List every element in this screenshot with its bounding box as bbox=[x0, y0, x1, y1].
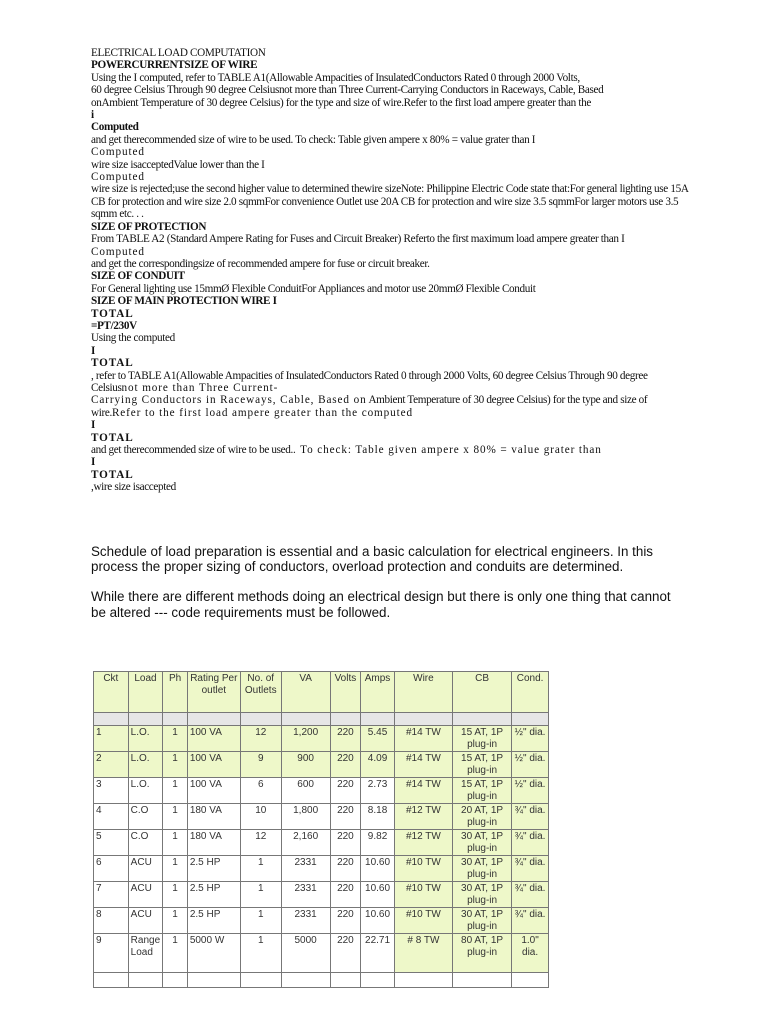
table-cell: 2 bbox=[94, 752, 129, 778]
table-cell: 1 bbox=[94, 726, 129, 752]
table-cell: #14 TW bbox=[394, 778, 452, 804]
text-line: I bbox=[91, 419, 96, 432]
text-line: I bbox=[91, 456, 96, 469]
table-cell: 12 bbox=[240, 830, 281, 856]
table-cell: L.O. bbox=[128, 752, 163, 778]
table-gap-row bbox=[94, 713, 549, 726]
text-line: I bbox=[91, 344, 96, 357]
table-row bbox=[94, 726, 549, 752]
text-line: Computed bbox=[91, 171, 145, 184]
table-cell: 9.82 bbox=[361, 830, 395, 856]
table-cell: 1 bbox=[240, 908, 281, 934]
heading-main-protection: SIZE OF MAIN PROTECTION WIRE I bbox=[91, 295, 277, 308]
table-cell: 1,800 bbox=[281, 804, 330, 830]
col-header: Wire bbox=[394, 672, 452, 713]
table-cell: L.O. bbox=[128, 778, 163, 804]
table-cell: 15 AT, 1P plug-in bbox=[453, 778, 512, 804]
text-line: Computed bbox=[91, 245, 145, 258]
text-line: Using the computed bbox=[91, 332, 175, 345]
table-cell: 2331 bbox=[281, 908, 330, 934]
table-cell bbox=[128, 973, 163, 988]
table-cell bbox=[394, 713, 452, 726]
table-cell bbox=[361, 713, 395, 726]
table-cell bbox=[453, 973, 512, 988]
table-cell: ¾" dia. bbox=[512, 804, 549, 830]
col-header: Volts bbox=[330, 672, 361, 713]
text-line: wire size is rejected;use the second higher value to determined thewire sizeNote: Philippine Electric Code state that:For general lighting use 15A CB for protection and wire size 2.0 sqmmFor convenience Outlet use 20A CB for protection and wire size 3.5 sqmmFor larger motors use 3.5 sqmm etc. . . bbox=[91, 183, 688, 221]
table-cell: 8 bbox=[94, 908, 129, 934]
table-cell bbox=[281, 713, 330, 726]
text-line: Using the I computed, refer to TABLE A1(Allowable Ampacities of InsulatedConductors Rated 0 through 2000 Volts, bbox=[91, 71, 580, 84]
table-cell: 5000 bbox=[281, 934, 330, 973]
table-cell: 2331 bbox=[281, 882, 330, 908]
table-cell: ACU bbox=[128, 882, 163, 908]
table-cell bbox=[128, 713, 163, 726]
doc-title: ELECTRICAL LOAD COMPUTATION bbox=[91, 47, 266, 59]
table-cell bbox=[240, 713, 281, 726]
table-cell: 30 AT, 1P plug-in bbox=[453, 856, 512, 882]
table-cell: 80 AT, 1P plug-in bbox=[453, 934, 512, 973]
table-cell: 1 bbox=[240, 856, 281, 882]
text-line: Computed bbox=[91, 146, 145, 159]
text-line: onAmbient Temperature of 30 degree Celsius) for the type and size of wire.Refer to the first load ampere greater than the bbox=[91, 96, 591, 109]
table-cell: ACU bbox=[128, 856, 163, 882]
table-cell: 600 bbox=[281, 778, 330, 804]
table-cell: C.O bbox=[128, 830, 163, 856]
table-cell: ¾" dia. bbox=[512, 830, 549, 856]
table-row bbox=[94, 752, 549, 778]
intro-paragraphs bbox=[91, 544, 681, 635]
col-header: CB bbox=[453, 672, 512, 713]
table-cell bbox=[330, 973, 361, 988]
text-span: , refer to TABLE A1(Allowable Ampacities of InsulatedConductors Rated 0 through 2000 Volts, 60 degree Celsius Through 90 degree Celsius bbox=[91, 369, 648, 394]
table-cell: L.O. bbox=[128, 726, 163, 752]
text-line: =PT/230V bbox=[91, 319, 137, 332]
col-header: Ph bbox=[163, 672, 187, 713]
table-row bbox=[94, 908, 549, 934]
table-cell: 1 bbox=[163, 726, 187, 752]
document-text bbox=[91, 47, 691, 494]
table-cell: 2.5 HP bbox=[187, 882, 240, 908]
table-cell: 100 VA bbox=[187, 726, 240, 752]
table-cell: 1 bbox=[240, 882, 281, 908]
table-cell: 30 AT, 1P plug-in bbox=[453, 908, 512, 934]
table-cell: 4 bbox=[94, 804, 129, 830]
table-row bbox=[94, 804, 549, 830]
table-cell: 10.60 bbox=[361, 856, 395, 882]
table-cell: 5000 W bbox=[187, 934, 240, 973]
text-line bbox=[91, 444, 691, 456]
heading-size-of-conduit: SIZE OF CONDUIT bbox=[91, 270, 185, 283]
text-span: Carrying Conductors in Raceways, Cable, Based on bbox=[91, 394, 367, 407]
table-cell: 1,200 bbox=[281, 726, 330, 752]
table-cell: 220 bbox=[330, 830, 361, 856]
table-cell: ¾" dia. bbox=[512, 882, 549, 908]
table-cell bbox=[394, 973, 452, 988]
table-cell: 15 AT, 1P plug-in bbox=[453, 726, 512, 752]
table-cell: ACU bbox=[128, 908, 163, 934]
table-cell: 10.60 bbox=[361, 882, 395, 908]
table-cell: 8.18 bbox=[361, 804, 395, 830]
text-span: . To check: Table given ampere x 80% = value grater than bbox=[292, 444, 602, 456]
table-cell: 30 AT, 1P plug-in bbox=[453, 882, 512, 908]
table-cell: Range Load bbox=[128, 934, 163, 973]
table-cell: 1 bbox=[163, 934, 187, 973]
table-cell: 220 bbox=[330, 804, 361, 830]
table-row bbox=[94, 778, 549, 804]
table-cell: 1 bbox=[163, 856, 187, 882]
text-line: TOTAL bbox=[91, 431, 134, 444]
col-header: Cond. bbox=[512, 672, 549, 713]
table-row bbox=[94, 856, 549, 882]
text-line: From TABLE A2 (Standard Ampere Rating for Fuses and Circuit Breaker) Referto the first maximum load ampere greater than I bbox=[91, 233, 625, 246]
table-empty-row bbox=[94, 973, 549, 988]
table-cell: 10 bbox=[240, 804, 281, 830]
table-cell: 6 bbox=[94, 856, 129, 882]
text-line bbox=[91, 394, 691, 419]
text-line: TOTAL bbox=[91, 468, 134, 481]
text-line bbox=[91, 370, 691, 395]
text-line: TOTAL bbox=[91, 357, 134, 370]
table-cell bbox=[330, 713, 361, 726]
table-cell bbox=[361, 973, 395, 988]
table-cell bbox=[163, 713, 187, 726]
table-cell: #12 TW bbox=[394, 804, 452, 830]
table-cell: 1 bbox=[163, 778, 187, 804]
load-schedule-table-wrapper bbox=[93, 671, 549, 988]
table-cell: 1 bbox=[163, 752, 187, 778]
table-cell: 1 bbox=[163, 882, 187, 908]
table-cell: 220 bbox=[330, 908, 361, 934]
table-row bbox=[94, 934, 549, 973]
table-cell: 100 VA bbox=[187, 778, 240, 804]
table-cell bbox=[94, 713, 129, 726]
table-cell: 2331 bbox=[281, 856, 330, 882]
table-cell bbox=[512, 713, 549, 726]
col-header: VA bbox=[281, 672, 330, 713]
table-cell: 3 bbox=[94, 778, 129, 804]
text-span: not more than Three Current- bbox=[121, 381, 279, 394]
text-line: i bbox=[91, 109, 94, 122]
table-header-row bbox=[94, 672, 549, 713]
text-span: and get therecommended size of wire to be used. bbox=[91, 444, 293, 456]
table-cell: ½" dia. bbox=[512, 778, 549, 804]
table-cell: #10 TW bbox=[394, 908, 452, 934]
text-span: Ambient Temperature of 30 degree Celsius) for the type and size of wire. bbox=[91, 394, 648, 419]
table-cell: #10 TW bbox=[394, 882, 452, 908]
col-header: Load bbox=[128, 672, 163, 713]
table-cell: 1 bbox=[163, 830, 187, 856]
load-schedule-table bbox=[93, 671, 549, 988]
table-cell: 900 bbox=[281, 752, 330, 778]
table-cell: 30 AT, 1P plug-in bbox=[453, 830, 512, 856]
table-cell: 1 bbox=[163, 908, 187, 934]
table-row bbox=[94, 882, 549, 908]
table-cell: 2.5 HP bbox=[187, 908, 240, 934]
col-header: Ckt bbox=[94, 672, 129, 713]
paragraph-schedule: Schedule of load preparation is essential and a basic calculation for electrical engineers. In this process the proper sizing of conductors, overload protection and conduits are determined. bbox=[91, 544, 653, 575]
table-cell bbox=[94, 973, 129, 988]
col-header: No. of Outlets bbox=[240, 672, 281, 713]
table-cell: ¾" dia. bbox=[512, 908, 549, 934]
table-cell: #14 TW bbox=[394, 752, 452, 778]
table-cell: 2.73 bbox=[361, 778, 395, 804]
table-cell bbox=[187, 973, 240, 988]
table-cell: 220 bbox=[330, 726, 361, 752]
paragraph-code: While there are different methods doing an electrical design but there is only one thing that cannot be altered --- code requirements must be followed. bbox=[91, 589, 671, 620]
table-cell: 15 AT, 1P plug-in bbox=[453, 752, 512, 778]
table-cell: 2,160 bbox=[281, 830, 330, 856]
table-cell: 12 bbox=[240, 726, 281, 752]
text-line: Computed bbox=[91, 121, 139, 134]
table-cell: 5 bbox=[94, 830, 129, 856]
table-cell: 220 bbox=[330, 934, 361, 973]
table-cell: 6 bbox=[240, 778, 281, 804]
col-header: Amps bbox=[361, 672, 395, 713]
text-line: and get the correspondingsize of recommended ampere for fuse or circuit breaker. bbox=[91, 257, 430, 270]
table-cell: 22.71 bbox=[361, 934, 395, 973]
table-cell bbox=[453, 713, 512, 726]
table-cell bbox=[512, 973, 549, 988]
text-line: For General lighting use 15mmØ Flexible ConduitFor Appliances and motor use 20mmØ Flexible Conduit bbox=[91, 282, 536, 295]
table-cell bbox=[163, 973, 187, 988]
table-cell: 20 AT, 1P plug-in bbox=[453, 804, 512, 830]
heading-size-of-protection: SIZE OF PROTECTION bbox=[91, 220, 207, 233]
text-line: 60 degree Celsius Through 90 degree Celsiusnot more than Three Current-Carrying Conductors in Raceways, Cable, Based bbox=[91, 84, 604, 97]
table-cell: ½" dia. bbox=[512, 726, 549, 752]
table-cell: 220 bbox=[330, 856, 361, 882]
table-cell bbox=[187, 713, 240, 726]
table-cell: 5.45 bbox=[361, 726, 395, 752]
heading-power-current: POWERCURRENTSIZE OF WIRE bbox=[91, 59, 258, 72]
table-cell: 180 VA bbox=[187, 804, 240, 830]
table-cell: # 8 TW bbox=[394, 934, 452, 973]
table-cell: 180 VA bbox=[187, 830, 240, 856]
table-cell: 9 bbox=[240, 752, 281, 778]
table-row bbox=[94, 830, 549, 856]
table-cell: 100 VA bbox=[187, 752, 240, 778]
table-cell: 9 bbox=[94, 934, 129, 973]
table-cell: 220 bbox=[330, 778, 361, 804]
table-cell: #14 TW bbox=[394, 726, 452, 752]
table-cell: 1.0" dia. bbox=[512, 934, 549, 973]
table-cell: 2.5 HP bbox=[187, 856, 240, 882]
table-cell: 1 bbox=[240, 934, 281, 973]
text-line: and get therecommended size of wire to be used. To check: Table given ampere x 80% = value grater than I bbox=[91, 133, 536, 146]
table-cell: 10.60 bbox=[361, 908, 395, 934]
table-cell: ½" dia. bbox=[512, 752, 549, 778]
table-cell bbox=[281, 973, 330, 988]
col-header: Rating Per outlet bbox=[187, 672, 240, 713]
text-line: TOTAL bbox=[91, 307, 134, 320]
table-cell: #10 TW bbox=[394, 856, 452, 882]
table-cell: C.O bbox=[128, 804, 163, 830]
text-line: ,wire size isaccepted bbox=[91, 481, 176, 494]
table-cell: #12 TW bbox=[394, 830, 452, 856]
text-span: Refer to the first load ampere greater than the computed bbox=[111, 406, 414, 419]
table-cell bbox=[240, 973, 281, 988]
table-cell: 220 bbox=[330, 882, 361, 908]
table-cell: ¾" dia. bbox=[512, 856, 549, 882]
table-cell: 7 bbox=[94, 882, 129, 908]
table-cell: 1 bbox=[163, 804, 187, 830]
text-line: wire size isacceptedValue lower than the I bbox=[91, 158, 265, 171]
table-cell: 4.09 bbox=[361, 752, 395, 778]
table-cell: 220 bbox=[330, 752, 361, 778]
